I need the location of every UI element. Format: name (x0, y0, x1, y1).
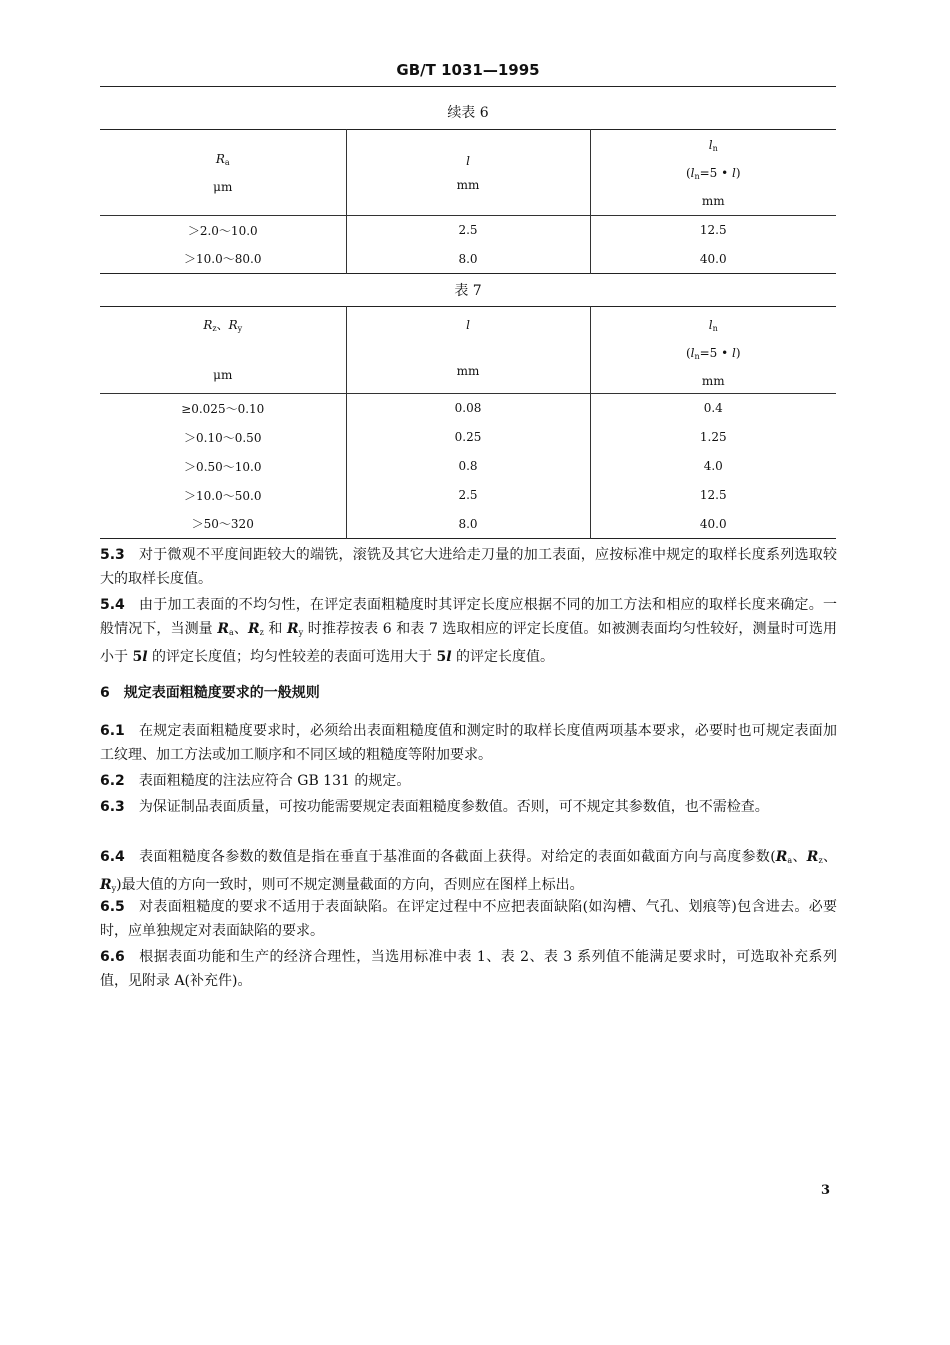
clause-number: 6.5 (100, 899, 125, 915)
table6-cell-ln: 40.0 (590, 245, 836, 274)
clause-6-2 (100, 769, 837, 793)
page-header (100, 56, 836, 87)
table-7 (100, 306, 836, 539)
table7-cell-l: 0.8 (346, 452, 590, 481)
table-row (100, 394, 836, 423)
table7-col1-header: $R_z$、$R_y$ μm (100, 307, 346, 394)
table6-col2-header: l mm (346, 130, 590, 216)
clause-number: 5.3 (100, 547, 125, 563)
clause-number: 5.4 (100, 597, 125, 613)
clause-number: 6.3 (100, 799, 125, 815)
table7-cell-ln: 12.5 (590, 481, 836, 510)
clause-6-3 (100, 795, 837, 819)
clause-text: 在规定表面粗糙度要求时，必须给出表面粗糙度值和测定时的取样长度值两项基本要求，必要时也可规定表面加工纹理、加工方法或加工顺序和不同区域的粗糙度等附加要求。 (100, 723, 837, 763)
table6-cell-range: ＞2.0～10.0 (187, 223, 258, 238)
table7-col2-header: l mm (346, 307, 590, 394)
table7-cell-l: 0.08 (346, 394, 590, 423)
clause-5-4: 5.4 由于加工表面的不均匀性，在评定表面粗糙度时其评定长度应根据不同的加工方法和相应的取样长度来确定。一般情况下，当测量 $R_a$、$R_z$ 和 $R_y$ 时推荐按表 6 和表 7 选取相应的评定长度值。如被测表面均匀性较好，测量时可选用小于 5l 的评定长度值；均匀性较差的表面可选用大于 5l 的评定长度值。 (100, 597, 838, 665)
table7-cell-range: ＞0.10～0.50 (184, 430, 262, 445)
table6-col3-header: $l_n$ ($l_n=5$ • l) mm (590, 130, 836, 216)
clause-number: 6.1 (100, 723, 125, 739)
table7-cell-ln: 0.4 (590, 394, 836, 423)
table7-cell-ln: 4.0 (590, 452, 836, 481)
table7-cell-range: ＞0.50～10.0 (184, 459, 262, 474)
table6-cell-ln: 12.5 (590, 216, 836, 245)
table7-cell-l: 8.0 (346, 510, 590, 539)
table6-cell-l: 2.5 (346, 216, 590, 245)
table-row (100, 216, 836, 245)
table-row (100, 510, 836, 539)
section-6-heading: 6 规定表面粗糙度要求的一般规则 (100, 685, 320, 701)
clause-text: 对于微观不平度间距较大的端铣，滚铣及其它大进给走刀量的加工表面，应按标准中规定的取样长度系列选取较大的取样长度值。 (100, 547, 837, 587)
table-6 (100, 129, 836, 274)
clause-number: 6.6 (100, 949, 125, 965)
clause-6-6 (100, 945, 837, 993)
table-row (100, 423, 836, 452)
table7-cell-l: 2.5 (346, 481, 590, 510)
clause-text: 为保证制品表面质量，可按功能需要规定表面粗糙度参数值。否则，可不规定其参数值，也不需检查。 (138, 799, 769, 815)
clause-6-4: 6.4 表面粗糙度各参数的数值是指在垂直于基准面的各截面上获得。对给定的表面如截面方向与高度参数($R_a$、$R_z$、$R_y$)最大值的方向一致时，则可不规定测量截面的方向，否则应在图样上标出。 (100, 849, 837, 893)
table7-cell-range: ≥0.025～0.10 (181, 401, 265, 416)
clause-6-1 (100, 719, 837, 767)
clause-number: 6.2 (100, 773, 125, 789)
clause-text: 根据表面功能和生产的经济合理性，当选用标准中表 1、表 2、表 3 系列值不能满足要求时，可选取补充系列值，见附录 A(补充件)。 (100, 949, 837, 989)
standard-number: GB/T 1031—1995 (396, 61, 540, 79)
clause-number: 6.4 (100, 849, 125, 865)
table7-col3-header: $l_n$ ($l_n=5$ • l) mm (590, 307, 836, 394)
clause-6-5 (100, 895, 837, 943)
table7-cell-ln: 40.0 (590, 510, 836, 539)
table6-col1-header: $R_a$ μm (100, 130, 346, 216)
clause-text: 表面粗糙度的注法应符合 GB 131 的规定。 (138, 773, 411, 789)
clause-5-3 (100, 543, 837, 591)
table6-cell-l: 8.0 (346, 245, 590, 274)
table7-cell-range: ＞50～320 (191, 517, 254, 532)
table6-header-row (100, 130, 836, 216)
table6-caption: 续表 6 (447, 105, 489, 121)
table7-header-row (100, 307, 836, 394)
table-row (100, 452, 836, 481)
table7-caption: 表 7 (454, 283, 482, 299)
table6-cell-range: ＞10.0～80.0 (184, 252, 262, 267)
table-row (100, 481, 836, 510)
table-row (100, 245, 836, 274)
clause-text: 对表面粗糙度的要求不适用于表面缺陷。在评定过程中不应把表面缺陷(如沟槽、气孔、划痕等)包含进去。必要时，应单独规定对表面缺陷的要求。 (100, 899, 837, 939)
table7-cell-l: 0.25 (346, 423, 590, 452)
page-number: 3 (820, 1183, 830, 1198)
table7-cell-range: ＞10.0～50.0 (184, 488, 262, 503)
table7-cell-ln: 1.25 (590, 423, 836, 452)
